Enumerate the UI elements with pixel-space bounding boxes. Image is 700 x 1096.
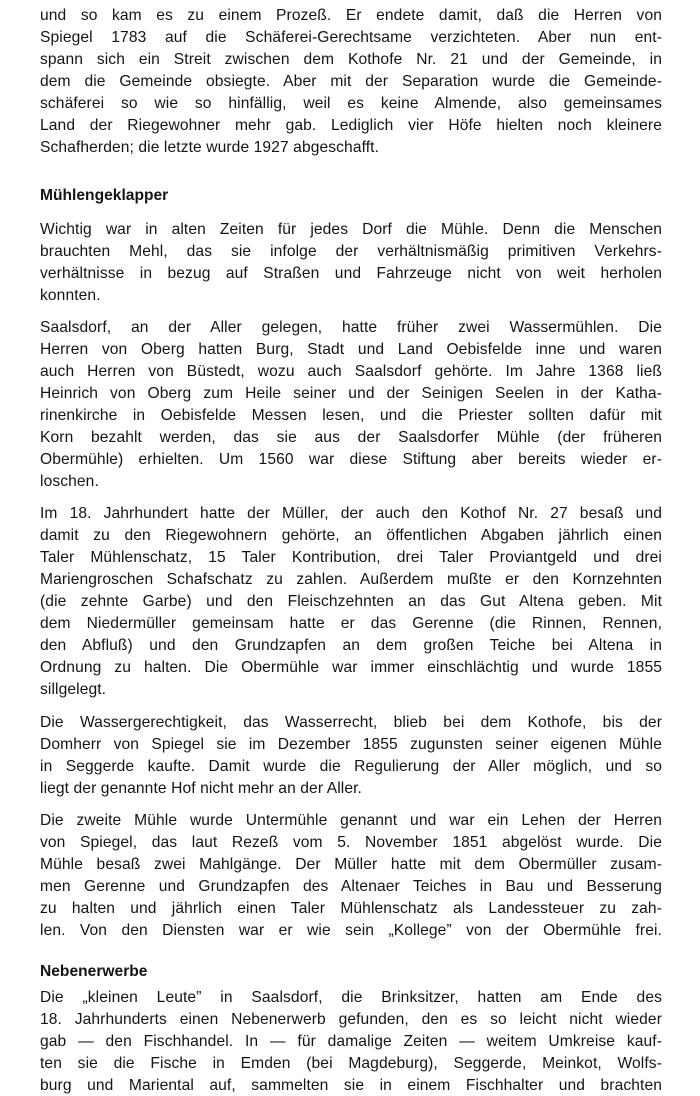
- text-line: Mühle besaß zwei Mahlgänge. Der Müller hatte mit dem Obermüller zusam-: [40, 856, 662, 873]
- text-line: (die zehnte Garbe) und den Fleischzehnten an das Gut Altena geben. Mit: [40, 593, 662, 610]
- text-line: men Gerenne und Grundzapfen des Altenaer Teiches in Bau und Besserung: [40, 878, 662, 895]
- text-line: Herren von Oberg hatten Burg, Stadt und Land Oebisfelde inne und waren: [40, 341, 662, 358]
- text-line: Domherr von Spiegel sie im Dezember 1855 zugunsten seiner eigenen Mühle: [40, 736, 662, 753]
- text-line: dem Niedermüller gemeinsam hatte er das Gerenne (die Rinnen, Rennen,: [40, 615, 662, 632]
- text-line: in Seggerde kaufte. Damit wurde die Regulierung der Aller möglich, und so: [40, 758, 662, 775]
- text-line: Saalsdorf, an der Aller gelegen, hatte früher zwei Wassermühlen. Die: [40, 319, 662, 336]
- text-line: schäferei so wie so hinfällig, weil es keine Almende, also gemeinsames: [40, 95, 662, 112]
- text-line: Die zweite Mühle wurde Untermühle genannt und war ein Lehen der Herren: [40, 812, 662, 829]
- text-line: dem die Gemeinde obsiegte. Aber mit der Separation wurde die Gemeinde-: [40, 73, 662, 90]
- text-line: und so kam es zu einem Prozeß. Er endete damit, daß die Herren von: [40, 7, 662, 24]
- text-line: rinenkirche in Oebisfelde Messen lesen, und die Priester sollten dafür mit: [40, 407, 662, 424]
- text-line: Taler Mühlenschatz, 15 Taler Kontribution, drei Taler Proviantgeld und drei: [40, 549, 662, 566]
- text-line: konnten.: [40, 287, 101, 304]
- text-line: spann sich ein Streit zwischen dem Kothofe Nr. 21 und der Gemeinde, in: [40, 51, 662, 68]
- text-line: Mariengroschen Schafschatz zu zahlen. Außerdem mußte er den Kornzehnten: [40, 571, 662, 588]
- section-heading: Nebenerwerbe: [40, 963, 148, 980]
- text-line: Heinrich von Oberg zum Heile seiner und der Seinigen Seelen in der Katha-: [40, 385, 662, 402]
- text-line: Land der Riegewohner mehr gab. Lediglich vier Höfe hielten noch kleinere: [40, 117, 662, 134]
- text-line: Korn bezahlt werden, das sie aus der Saalsdorfer Mühle (der früheren: [40, 429, 662, 446]
- text-line: ten sie die Fische in Emden (bei Magdeburg), Seggerde, Meinkot, Wolfs-: [40, 1055, 662, 1072]
- text-line: von Spiegel, das laut Rezeß vom 5. November 1851 abgelöst wurde. Die: [40, 834, 662, 851]
- text-line: liegt der genannte Hof nicht mehr an der Aller.: [40, 780, 362, 797]
- text-line: burg und Mariental auf, sammelten sie in einem Fischhalter und brachten: [40, 1077, 662, 1094]
- section-heading: Mühlengeklapper: [40, 187, 169, 204]
- text-line: Die Wassergerechtigkeit, das Wasserrecht, blieb bei dem Kothofe, bis der: [40, 714, 662, 731]
- text-line: brauchten Mehl, das sie infolge der verhältnismäßig primitiven Verkehrs-: [40, 243, 662, 260]
- text-line: Im 18. Jahrhundert hatte der Müller, der auch den Kothof Nr. 27 besaß und: [40, 505, 662, 522]
- text-line: Obermühle) erhielten. Um 1560 war diese Stiftung aber bereits wieder er-: [40, 451, 662, 468]
- text-line: sillgelegt.: [40, 681, 107, 698]
- text-line: Spiegel 1783 auf die Schäferei-Gerechtsame verzichteten. Aber nun ent-: [40, 29, 662, 46]
- text-line: gab — den Fischhandel. In — für damalige Zeiten — weitem Umkreise kauf-: [40, 1033, 662, 1050]
- text-line: Ordnung zu halten. Die Obermühle war immer einschlächtig und wurde 1855: [40, 659, 662, 676]
- text-line: den Abfluß) und den Grundzapfen an dem großen Teiche bei Altena in: [40, 637, 662, 654]
- text-line: Schafherden; die letzte wurde 1927 abgeschafft.: [40, 139, 380, 156]
- text-line: damit zu den Riegewohnern gehörte, an öffentlichen Abgaben jährlich einen: [40, 527, 662, 544]
- text-line: 18. Jahrhunderts einen Nebenerwerb gefunden, den es so leicht nicht wieder: [40, 1011, 662, 1028]
- text-line: auch Herren von Büstedt, wozu auch Saalsdorf gehörte. Im Jahre 1368 ließ: [40, 363, 662, 380]
- text-line: zu halten und jährlich einen Taler Mühlenschatz als Landessteuer zu zah-: [40, 900, 662, 917]
- text-line: verhältnisse in bezug auf Straßen und Fahrzeuge nicht von weit herholen: [40, 265, 662, 282]
- text-line: Die „kleinen Leute” in Saalsdorf, die Brinksitzer, hatten am Ende des: [40, 989, 662, 1006]
- text-line: len. Von den Diensten war er wie sein „Kollege” von der Obermühle frei.: [40, 922, 662, 939]
- text-line: Wichtig war in alten Zeiten für jedes Dorf die Mühle. Denn die Menschen: [40, 221, 662, 238]
- text-line: loschen.: [40, 473, 99, 490]
